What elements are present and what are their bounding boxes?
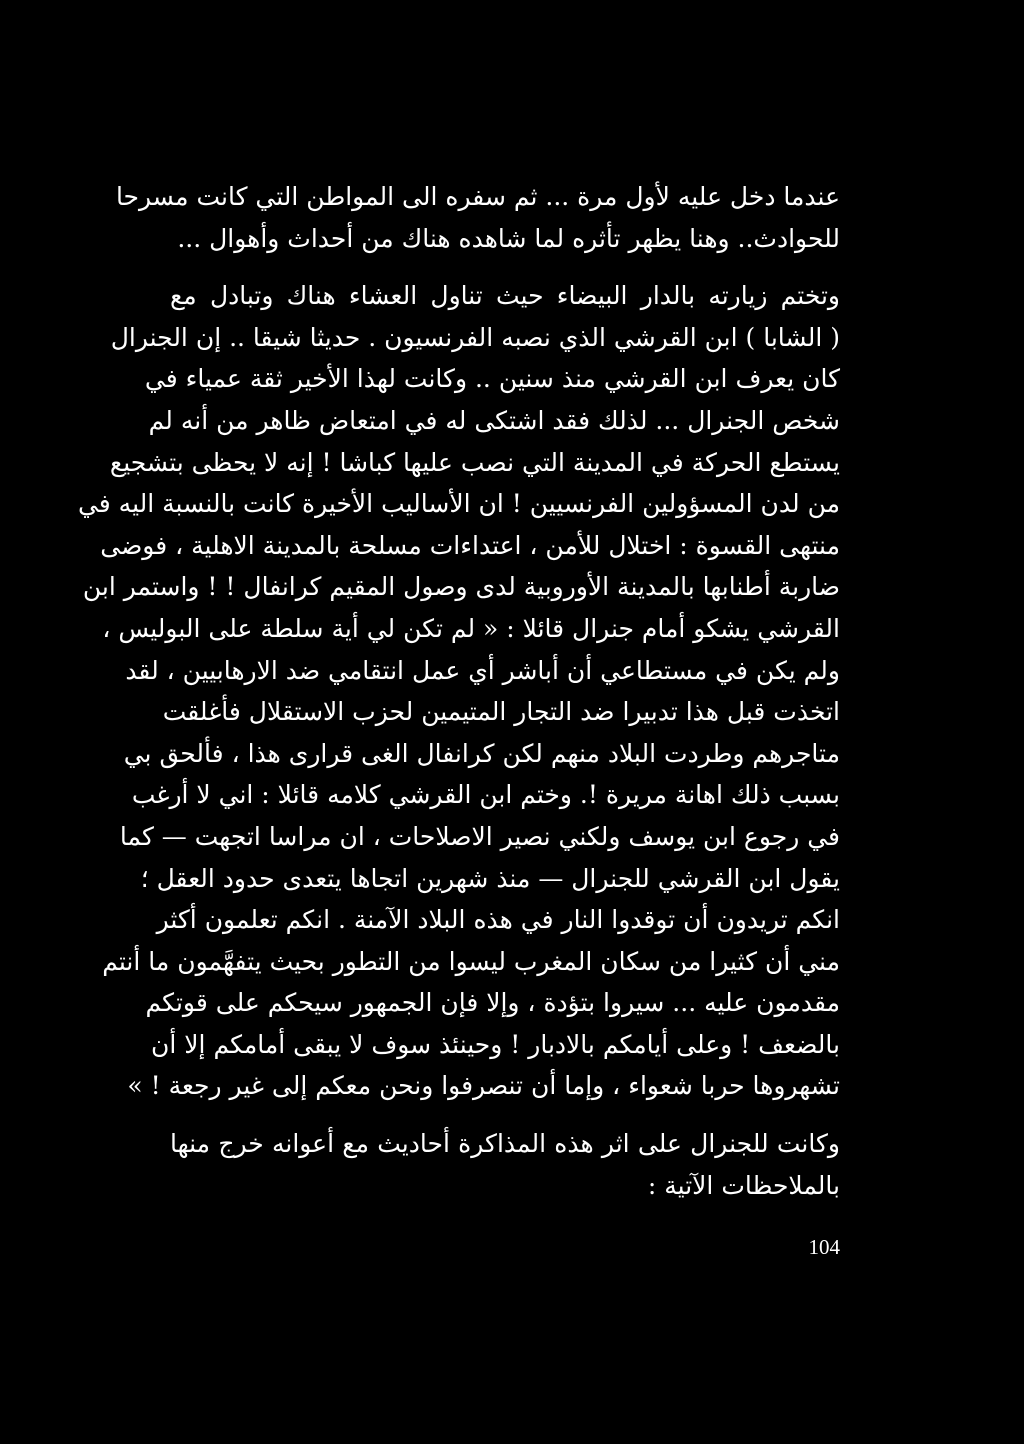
- page-body-text: [77, 176, 840, 1206]
- text-line: ولم يكن في مستطاعي أن أباشر أي عمل انتقامي ضد الارهابيين ، لقد: [125, 655, 840, 685]
- text-line: ضاربة أطنابها بالمدينة الأوروبية لدى وصول المقيم كرانفال ! ! واستمر ابن: [82, 572, 840, 602]
- text-line: ( الشابا ) ابن القرشي الذي نصبه الفرنسيون . حديثا شيقا .. إن الجنرال: [110, 322, 840, 352]
- text-line: انكم تريدون أن توقدوا النار في هذه البلاد الآمنة . انكم تعلمون أكثر: [156, 905, 840, 935]
- paragraph-3: [170, 1123, 840, 1206]
- text-line: للحوادث.. وهنا يظهر تأثره لما شاهده هناك من أحداث وأهوال ...: [177, 223, 840, 253]
- text-line: شخص الجنرال ... لذلك فقد اشتكى له في امتعاض ظاهر من أنه لم: [148, 405, 840, 435]
- text-line: يقول ابن القرشي للجنرال — منذ شهرين اتجاها يتعدى حدود العقل ؛: [140, 863, 840, 893]
- text-line: متاجرهم وطردت البلاد منهم لكن كرانفال الغى قرارى هذا ، فألحق بي: [123, 738, 840, 768]
- text-line: القرشي يشكو أمام جنرال قائلا : « لم تكن لي أية سلطة على البوليس ،: [102, 613, 840, 643]
- text-line: بسبب ذلك اهانة مريرة !. وختم ابن القرشي كلامه قائلا : اني لا أرغب: [131, 780, 840, 810]
- paragraph-1: [115, 176, 840, 259]
- text-line: مني أن كثيرا من سكان المغرب ليسوا من التطور بحيث يتفهَّمون ما أنتم: [102, 946, 840, 976]
- text-line: مقدمون عليه ... سيروا بتؤدة ، وإلا فإن الجمهور سيحكم على قوتكم: [145, 988, 840, 1018]
- text-line: كان يعرف ابن القرشي منذ سنين .. وكانت لهذا الأخير ثقة عمياء في: [144, 364, 840, 394]
- text-line: وكانت للجنرال على اثر هذه المذاكرة أحاديث مع أعوانه خرج منها: [170, 1129, 840, 1159]
- page-number: 104: [808, 1235, 840, 1259]
- text-line: في رجوع ابن يوسف ولكني نصير الاصلاحات ، ان مراسا اتجهت — كما: [119, 821, 840, 851]
- text-line: عندما دخل عليه لأول مرة ... ثم سفره الى المواطن التي كانت مسرحا: [115, 182, 840, 211]
- text-line: بالملاحظات الآتية :: [647, 1170, 840, 1200]
- text-line: تشهروها حربا شعواء ، وإما أن تنصرفوا ونحن معكم إلى غير رجعة ! »: [127, 1071, 840, 1101]
- text-line: وتختم زيارته بالدار البيضاء حيث تناول العشاء هناك وتبادل مع: [170, 281, 840, 311]
- paragraph-2: [77, 275, 840, 1107]
- text-line: من لدن المسؤولين الفرنسيين ! ان الأساليب الأخيرة كانت بالنسبة اليه في: [77, 489, 840, 519]
- text-line: يستطع الحركة في المدينة التي نصب عليها كباشا ! إنه لا يحظى بتشجيع: [109, 447, 840, 477]
- text-line: اتخذت قبل هذا تدبيرا ضد التجار المتيمين لحزب الاستقلال فأغلقت: [162, 697, 840, 727]
- text-line: بالضعف ! وعلى أيامكم بالادبار ! وحينئذ سوف لا يبقى أمامكم إلا أن: [151, 1029, 840, 1059]
- text-line: منتهى القسوة : اختلال للأمن ، اعتداءات مسلحة بالمدينة الاهلية ، فوضى: [100, 530, 840, 560]
